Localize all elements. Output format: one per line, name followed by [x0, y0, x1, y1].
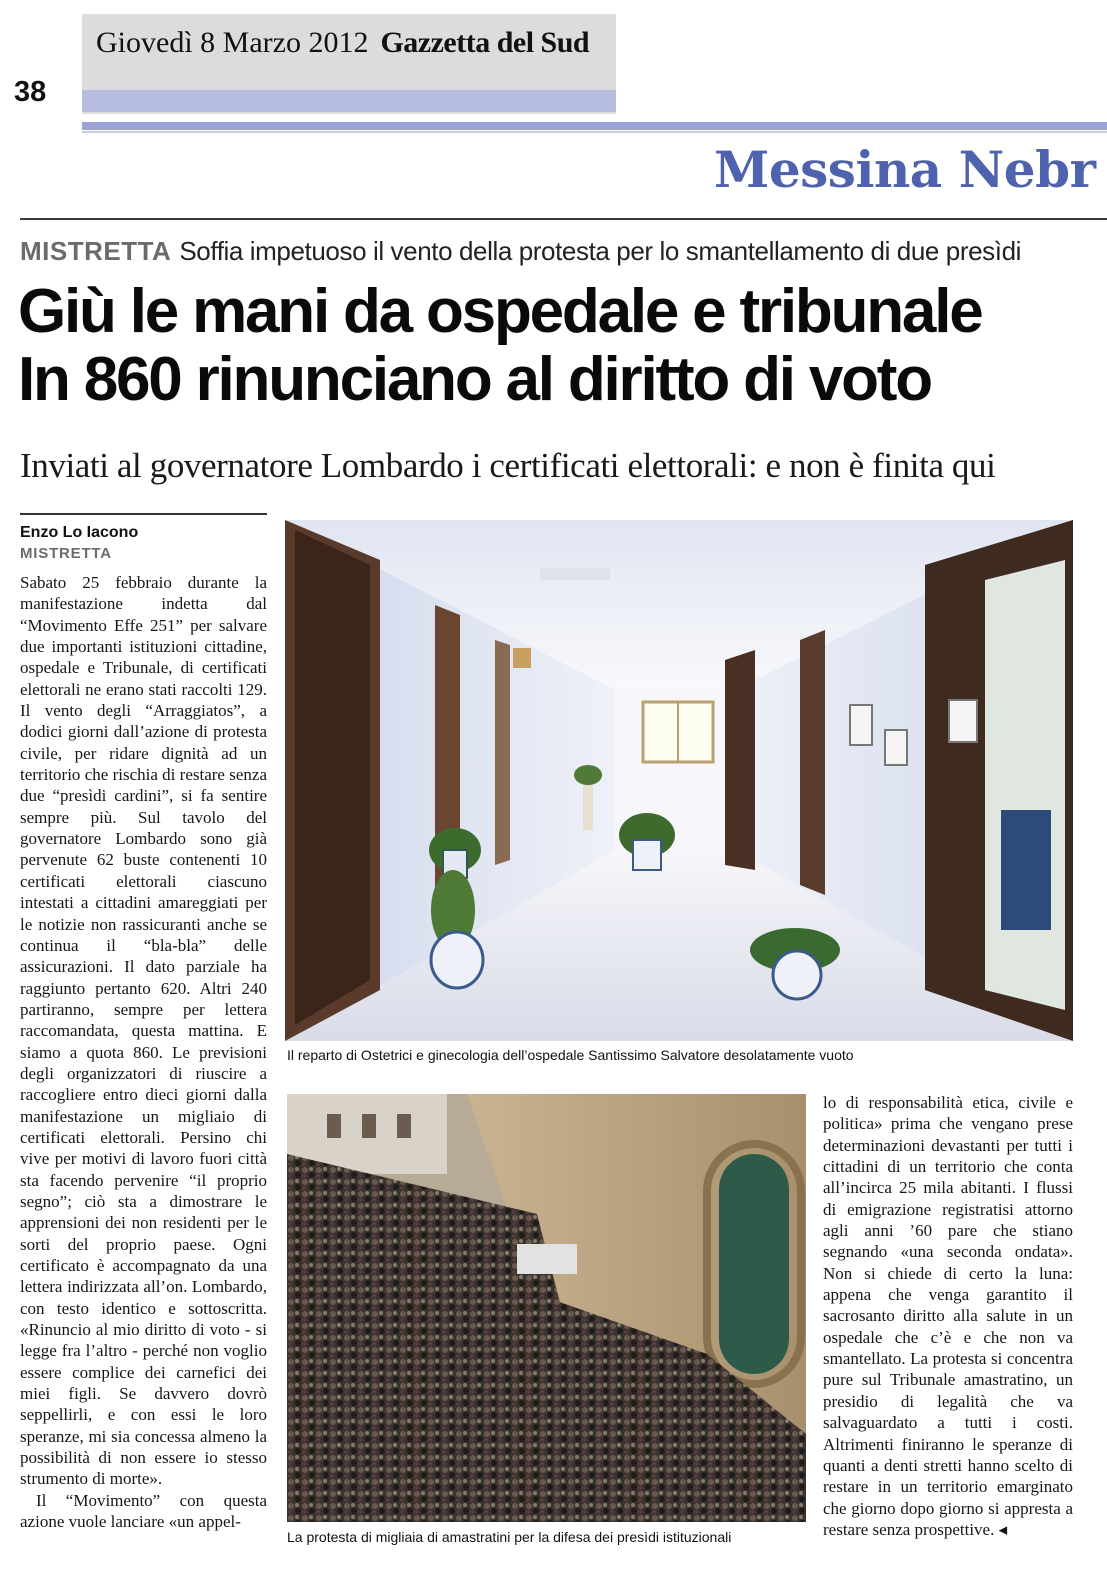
headline-line-2: In 860 rinunciano al diritto di voto — [18, 345, 931, 414]
date-text: Giovedì 8 Marzo 2012 — [96, 26, 369, 59]
subheadline: Inviati al governatore Lombardo i certificati elettorali: e non è finita qui — [20, 446, 996, 485]
kicker — [20, 236, 1090, 267]
body-paragraph: lo di responsabilità etica, civile e politica» prima che vengano prese determinazioni devastanti per tutti i cittadini di un territorio che conta all’incirca 25 mila abitanti. I flussi di emigrazione registratisi attorno agli anni ’60 pare che stiano segnando «una seconda ondata». Non si chiede di certo la luna: appena che venga garantito il sacrosanto diritto alla salute in un ospedale che c’è e che non va smantellato. La protesta si concentra pure sul Tribunale amastratino, un presidio di legalità che va salvaguardato a tutti i costi. Altrimenti finiranno le speranze di quanti a denti stretti hanno scelto di restare in un territorio emarginato che giorno dopo giorno si appresta a restare senza prospettive. ◂ — [823, 1093, 1073, 1539]
dateline: MISTRETTA — [20, 545, 112, 562]
section-rule — [82, 122, 1107, 130]
body-paragraph: Sabato 25 febbraio durante la manifestazione indetta dal “Movimento Effe 251” per salvare due importanti istituzioni cittadine, ospedale e Tribunale, di certificati elettorali ne erano stati raccolti 129. Il vento degli “Arraggiatos”, a dodici giorni dall’azione di protesta civile, per ridare dignità ad un territorio che rischia di restare senza due “presìdi cardini”, si fa sentire sempre più. Sul tavolo del governatore Lombardo sono già pervenute 62 buste contenenti 10 certificati elettorali ciascuno intestati a cittadini amareggiati per le notizie non rassicuranti anche se continua il “bla-bla” delle assicurazioni. Il dato parziale ha raggiunto pertanto 620. Altri 240 partiranno, sempre per lettera raccomandata, questa mattina. E siamo a quota 860. Le previsioni degli organizzatori di riuscire a raccogliere entro dieci giorni dalla manifestazione un migliaio di certificati elettorali. Persino chi vive per motivi di lavoro fuori città sta facendo pervenire “il proprio segno”; ciò sta a dimostrare le apprensioni dei non residenti per le sorti del proprio paese. Ogni certificato è accompagnato da una lettera indirizzata all’on. Lombardo, con testo identico e sottoscritta. «Rinuncio al mio diritto di voto - si legge fra l’altro - perché non voglio essere complice dei carnefici dei miei figli. Se davvero dovrò seppellirli, e con essi le loro speranze, mi sia concessa almeno la possibilità di non essere io stesso strumento di morte». — [20, 573, 267, 1489]
photo-caption: La protesta di migliaia di amastratini per la difesa dei presìdi istituzionali — [287, 1529, 732, 1545]
newspaper-name: Gazzetta del Sud — [380, 26, 590, 59]
issue-date — [96, 26, 589, 60]
section-rule-thin — [82, 131, 1107, 133]
page-number: 38 — [14, 76, 47, 108]
section-divider — [20, 218, 1107, 220]
body-paragraph: Il “Movimento” con questa azione vuole lanciare «un appel- — [20, 1490, 267, 1532]
body-column-3 — [823, 1092, 1073, 1540]
headline-line-1: Giù le mani da ospedale e tribunale — [18, 277, 982, 346]
hospital-corridor-photo — [285, 520, 1073, 1041]
kicker-place: MISTRETTA — [20, 236, 172, 266]
masthead-band — [82, 90, 616, 112]
photo-caption: Il reparto di Ostetrici e ginecologia dell’ospedale Santissimo Salvatore desolatamente vuoto — [287, 1047, 854, 1063]
byline-rule — [20, 513, 267, 515]
section-title: Messina Nebr — [714, 140, 1096, 199]
kicker-text: Soffia impetuoso il vento della protesta per lo smantellamento di due presìdi — [179, 236, 1022, 266]
headline — [18, 278, 1093, 414]
author: Enzo Lo Iacono — [20, 524, 139, 541]
body-column-1 — [20, 572, 267, 1532]
protest-crowd-photo — [287, 1094, 806, 1522]
